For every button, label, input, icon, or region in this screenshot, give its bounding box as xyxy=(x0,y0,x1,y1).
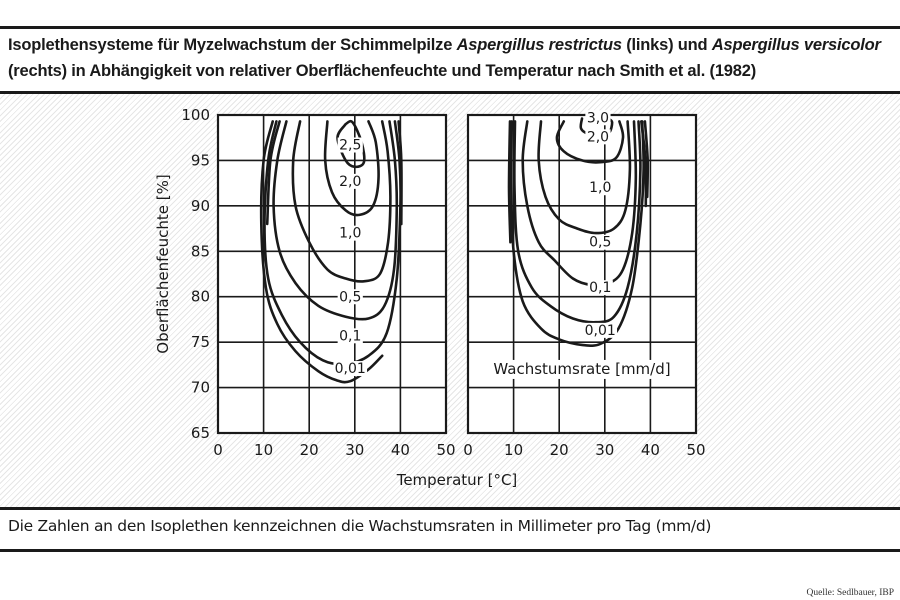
plot-area xyxy=(468,115,696,433)
title-part: Aspergillus restrictus xyxy=(456,36,622,54)
isopleth-label: 0,5 xyxy=(339,289,362,306)
x-tick-label: 10 xyxy=(504,441,524,459)
x-axis-label: Temperatur [°C] xyxy=(396,471,518,489)
y-tick-label: 100 xyxy=(181,106,210,124)
y-tick-label: 95 xyxy=(190,151,210,170)
y-axis-label: Oberflächenfeuchte [%] xyxy=(154,174,172,354)
x-tick-label: 50 xyxy=(686,441,706,459)
plot-panel-left xyxy=(154,106,456,459)
y-tick-label: 85 xyxy=(190,242,210,261)
footnote: Die Zahlen an den Isoplethen kennzeichnen die Wachstumsraten in Millimeter pro Tag (mm/d) xyxy=(8,517,712,535)
isopleth-label: 1,0 xyxy=(339,225,362,242)
x-tick-label: 30 xyxy=(345,441,365,459)
title-part: Isoplethensysteme für Myzelwachstum der Schimmelpilze xyxy=(8,36,457,54)
x-tick-label: 0 xyxy=(463,441,473,459)
legend-label: Wachstumsrate [mm/d] xyxy=(493,359,671,378)
isopleth-label: 0,01 xyxy=(334,361,366,378)
isopleth-label: 0,1 xyxy=(589,280,612,297)
y-tick-label: 75 xyxy=(190,333,210,352)
isopleth-label: 2,5 xyxy=(339,137,362,154)
x-tick-label: 0 xyxy=(213,441,223,459)
y-tick-label: 65 xyxy=(190,424,210,442)
isopleth-label: 3,0 xyxy=(586,110,610,127)
source-credit: Quelle: Sedlbauer, IBP xyxy=(806,588,894,598)
x-tick-label: 20 xyxy=(299,441,319,459)
isopleth-label: 0,5 xyxy=(589,234,612,251)
x-tick-label: 10 xyxy=(254,441,274,459)
title-part: (links) und xyxy=(621,36,712,54)
x-tick-label: 40 xyxy=(390,441,410,459)
title-part: (rechts) in Abhängigkeit von relativer Oberflächenfeuchte und Temperatur nach Smith et al. (1982) xyxy=(8,62,757,80)
y-tick-label: 70 xyxy=(190,378,210,397)
title-part: Aspergillus versicolor xyxy=(711,36,881,54)
isopleth-label: 0,1 xyxy=(339,328,362,345)
x-tick-label: 20 xyxy=(549,441,569,459)
chart-bottom-rule xyxy=(0,507,900,510)
isopleth-label: 1,0 xyxy=(589,180,612,197)
x-tick-label: 50 xyxy=(436,441,456,459)
isopleth-edge xyxy=(509,121,510,242)
isopleth-label: 2,0 xyxy=(586,129,610,146)
isopleth-label: 0,01 xyxy=(584,322,616,339)
x-tick-label: 30 xyxy=(595,441,615,459)
x-tick-label: 40 xyxy=(640,441,660,459)
y-tick-label: 90 xyxy=(190,196,210,215)
y-tick-label: 80 xyxy=(190,287,210,306)
plot-panel-right xyxy=(463,110,705,459)
isopleth-label: 2,0 xyxy=(339,173,362,190)
footnote-rule xyxy=(0,549,900,552)
